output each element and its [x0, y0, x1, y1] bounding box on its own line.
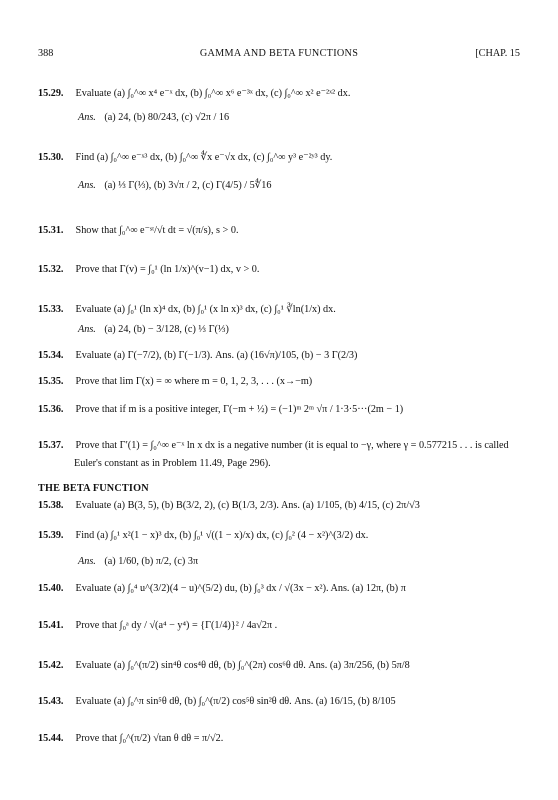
problem-number: 15.36.: [38, 404, 64, 415]
problem-number: 15.30.: [38, 152, 64, 163]
problem-number: 15.44.: [38, 733, 64, 744]
answer-text: (a) 24, (b) − 3/128, (c) ⅓ Γ(⅓): [104, 324, 229, 335]
problem-text: Show that ∫₀^∞ e⁻ˢᵗ/√t dt = √(π/s), s > 0.: [75, 225, 239, 236]
problem-15-33: [38, 304, 528, 315]
problem-15-41: [38, 620, 528, 631]
problem-number: 15.38.: [38, 500, 64, 511]
problem-text: Evaluate (a) Γ(−7/2), (b) Γ(−1/3). Ans. (a) (16√π)/105, (b) − 3 Γ(2/3): [75, 350, 358, 361]
problem-number: 15.43.: [38, 696, 64, 707]
answer-text: (a) ⅓ Γ(⅓), (b) 3√π / 2, (c) Γ(4/5) / 5∜16: [104, 180, 272, 191]
problem-15-40: [38, 583, 528, 594]
answer-label: Ans.: [78, 112, 96, 123]
page-header: [38, 48, 520, 62]
running-title: GAMMA AND BETA FUNCTIONS: [199, 48, 359, 59]
problem-number: 15.37.: [38, 440, 64, 451]
problem-15-34: [38, 350, 528, 361]
problem-number: 15.32.: [38, 264, 64, 275]
problem-15-37-continuation: [74, 458, 271, 469]
problem-number: 15.42.: [38, 660, 64, 671]
answer-text: (a) 24, (b) 80/243, (c) √2π / 16: [104, 112, 230, 123]
problem-text: Evaluate (a) ∫₀⁴ u^(3/2)(4 − u)^(5/2) du, (b) ∫₀³ dx / √(3x − x²). Ans. (a) 12π, (b) π: [75, 583, 406, 594]
problem-15-32: [38, 264, 528, 275]
problem-number: 15.40.: [38, 583, 64, 594]
section-title: THE BETA FUNCTION: [38, 483, 149, 494]
problem-15-43: [38, 696, 528, 707]
answer-15-39: [78, 556, 198, 567]
problem-15-44: [38, 733, 528, 744]
problem-text: Evaluate (a) ∫₀^(π/2) sin⁴θ cos⁴θ dθ, (b) ∫₀^(2π) cos⁶θ dθ. Ans. (a) 3π/256, (b) 5π/8: [75, 660, 410, 671]
answer-label: Ans.: [78, 556, 96, 567]
problem-number: 15.31.: [38, 225, 64, 236]
problem-15-42: [38, 660, 528, 671]
problem-text: Prove that Γ(v) = ∫₀¹ (ln 1/x)^(v−1) dx, v > 0.: [75, 264, 260, 275]
problem-15-31: [38, 225, 528, 236]
answer-15-30: [78, 180, 271, 191]
problem-text: Prove that lim Γ(x) = ∞ where m = 0, 1, 2, 3, . . . (x→−m): [75, 376, 313, 387]
problem-text: Find (a) ∫₀^∞ e⁻ˣ³ dx, (b) ∫₀^∞ ∜x e⁻√x dx, (c) ∫₀^∞ y³ e⁻²ʸ³ dy.: [75, 152, 333, 163]
problem-15-36: [38, 404, 528, 415]
answer-text: (a) 1/60, (b) π/2, (c) 3π: [104, 556, 199, 567]
problem-text: Prove that ∫₀^(π/2) √tan θ dθ = π/√2.: [75, 733, 224, 744]
problem-15-35: [38, 376, 528, 387]
problem-text: Prove that if m is a positive integer, Γ(−m + ½) = (−1)ᵐ 2ᵐ √π / 1·3·5···(2m − 1): [75, 404, 404, 415]
problem-text: Evaluate (a) ∫₀^π sin⁵θ dθ, (b) ∫₀^(π/2) cos⁵θ sin²θ dθ. Ans. (a) 16/15, (b) 8/105: [75, 696, 396, 707]
problem-text: Evaluate (a) ∫₀^∞ x⁴ e⁻ˣ dx, (b) ∫₀^∞ x⁶ e⁻³ˣ dx, (c) ∫₀^∞ x² e⁻²ˣ² dx.: [75, 88, 351, 99]
page-number: 388: [38, 48, 54, 59]
answer-15-33: [78, 324, 229, 335]
problem-15-39: [38, 530, 528, 541]
problem-15-38: [38, 500, 528, 511]
problem-15-29: [38, 88, 528, 99]
problem-text: Evaluate (a) ∫₀¹ (ln x)⁴ dx, (b) ∫₀¹ (x ln x)³ dx, (c) ∫₀¹ ∛ln(1/x) dx.: [75, 304, 336, 315]
problem-15-37: [38, 440, 528, 451]
problem-15-30: [38, 152, 528, 163]
problem-number: 15.35.: [38, 376, 64, 387]
problem-number: 15.41.: [38, 620, 64, 631]
problem-number: 15.33.: [38, 304, 64, 315]
problem-text: Find (a) ∫₀¹ x²(1 − x)³ dx, (b) ∫₀¹ √((1 − x)/x) dx, (c) ∫₀² (4 − x²)^(3/2) dx.: [75, 530, 369, 541]
problem-number: 15.39.: [38, 530, 64, 541]
continuation-text: Euler's constant as in Problem 11.49, Page 296).: [74, 458, 271, 469]
answer-label: Ans.: [78, 180, 96, 191]
problem-text: Prove that ∫₀ᵃ dy / √(a⁴ − y⁴) = {Γ(1/4)}² / 4a√2π .: [75, 620, 278, 631]
chapter-label: [CHAP. 15: [475, 48, 520, 59]
answer-label: Ans.: [78, 324, 96, 335]
problem-number: 15.29.: [38, 88, 64, 99]
problem-number: 15.34.: [38, 350, 64, 361]
problem-text: Prove that Γ′(1) = ∫₀^∞ e⁻ˣ ln x dx is a negative number (it is equal to −γ, where γ = 0.577215 . . . is called: [75, 440, 509, 451]
problem-text: Evaluate (a) B(3, 5), (b) B(3/2, 2), (c) B(1/3, 2/3). Ans. (a) 1/105, (b) 4/15, (c) 2π/√3: [75, 500, 420, 511]
answer-15-29: [78, 112, 229, 123]
